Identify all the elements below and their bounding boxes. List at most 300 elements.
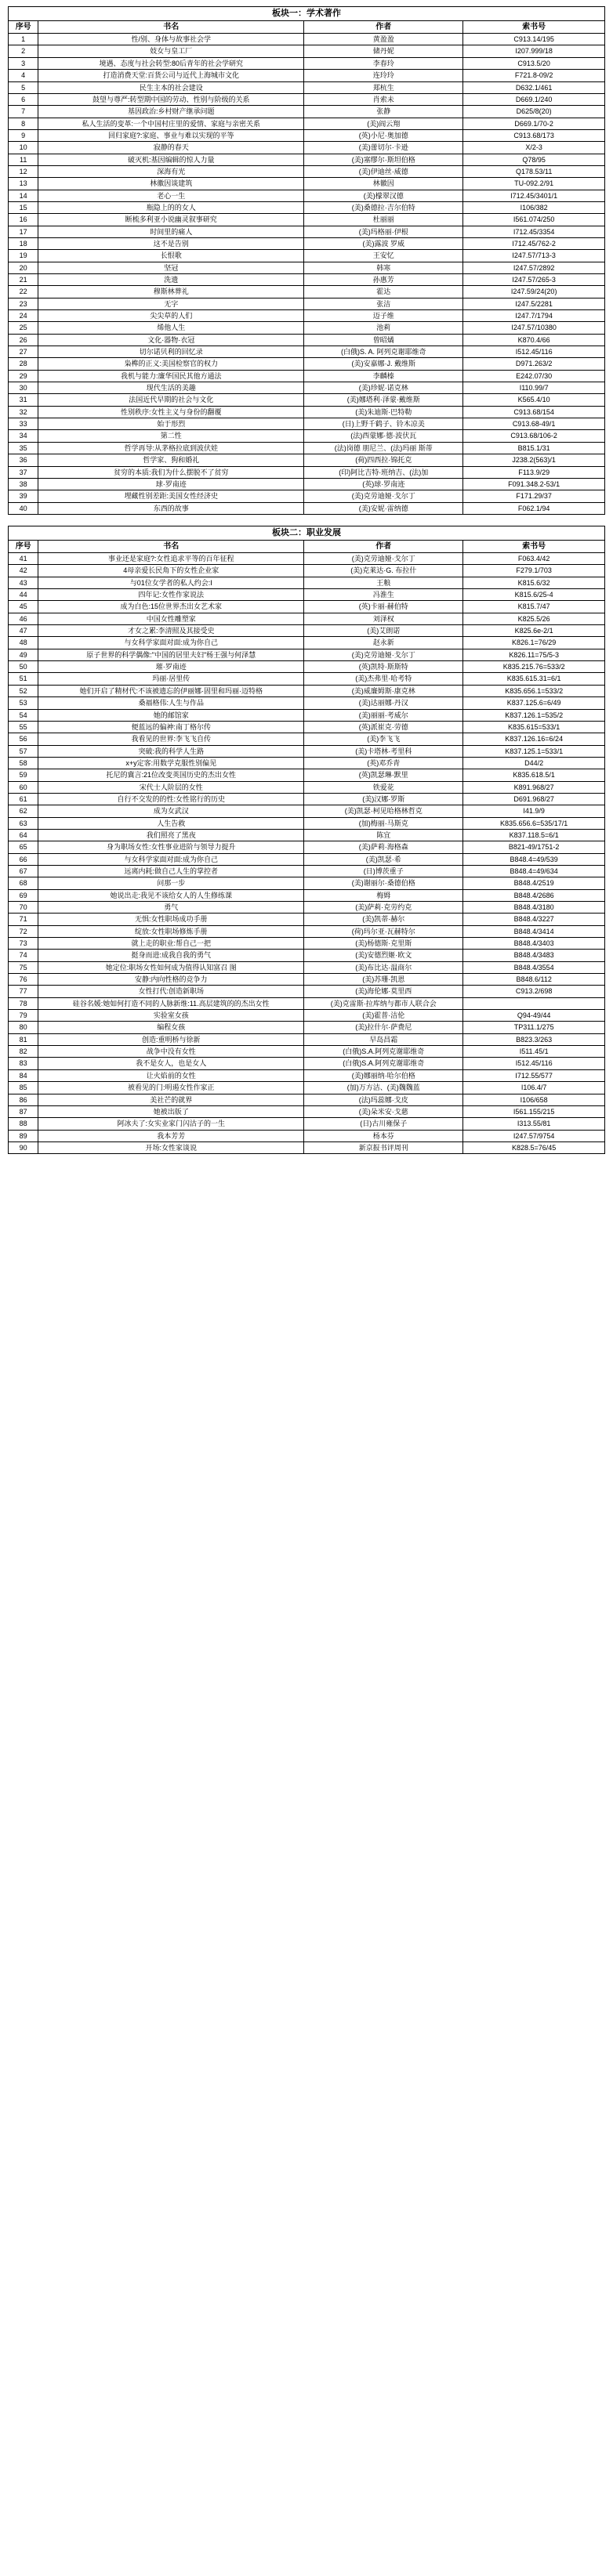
cell-title: 东西的故事: [38, 502, 304, 514]
cell-title: 问那一步: [38, 877, 304, 889]
cell-no: 36: [9, 454, 38, 466]
cell-title: 尖尖草的人们: [38, 310, 304, 322]
cell-code: Q94-49/44: [463, 1010, 605, 1022]
table-row: [9, 1141, 605, 1153]
cell-author: 赵永新: [304, 637, 463, 649]
section-title-row: [9, 526, 605, 540]
cell-author: (荷)四西拉·锦托克: [304, 454, 463, 466]
cell-code: I41.9/9: [463, 805, 605, 817]
cell-title: 就上走的职业:帮自己一把: [38, 938, 304, 950]
table-row: [9, 190, 605, 201]
cell-no: 39: [9, 490, 38, 502]
cell-no: 51: [9, 673, 38, 685]
table-row: [9, 237, 605, 249]
table-row: [9, 262, 605, 273]
cell-title: 贫穷的本质:我们为什么摆脱不了贫穷: [38, 466, 304, 478]
cell-author: (美)露波 罗威: [304, 237, 463, 249]
cell-code: K837.126.1=535/2: [463, 709, 605, 721]
cell-code: K826.11=75/5-3: [463, 649, 605, 660]
table-row: [9, 322, 605, 334]
table-row: [9, 154, 605, 165]
cell-author: (美)塞缪尔·斯坦伯格: [304, 154, 463, 165]
table-row: [9, 394, 605, 406]
cell-author: (英)球·罗南迹: [304, 478, 463, 490]
cell-title: 切尔诺贝利的回忆录: [38, 346, 304, 358]
table-row: [9, 214, 605, 226]
cell-no: 72: [9, 925, 38, 937]
cell-title: 与01位女学者的私人约会:I: [38, 577, 304, 588]
table-row: [9, 1058, 605, 1069]
cell-no: 9: [9, 129, 38, 141]
cell-no: 71: [9, 914, 38, 925]
cell-no: 67: [9, 865, 38, 877]
cell-author: (美)布比达·温商尔: [304, 961, 463, 973]
cell-title: 寂静的春天: [38, 142, 304, 154]
table-row: [9, 1022, 605, 1033]
table-row: [9, 1082, 605, 1094]
table-body-career: [9, 526, 605, 1153]
cell-title: 成为女武汉: [38, 805, 304, 817]
cell-title: 身为职场女性:女性事业进阶与领导力提升: [38, 841, 304, 853]
table-row: [9, 697, 605, 709]
table-row: [9, 613, 605, 624]
cell-code: K815.6/25-4: [463, 589, 605, 601]
cell-title: 勇气: [38, 902, 304, 914]
cell-title: 突破:我的科学人生路: [38, 745, 304, 757]
table-row: [9, 1130, 605, 1141]
table-row: [9, 877, 605, 889]
cell-no: 53: [9, 697, 38, 709]
cell-author: (美)玛格丽·伊根: [304, 226, 463, 237]
cell-no: 40: [9, 502, 38, 514]
cell-author: (美)桑德拉·吉尔伯特: [304, 201, 463, 213]
cell-no: 63: [9, 817, 38, 829]
cell-title: 被看见的门:明遏女性作家正: [38, 1082, 304, 1094]
cell-no: 59: [9, 769, 38, 781]
cell-no: 90: [9, 1141, 38, 1153]
cell-author: (美)霍普·洁伦: [304, 1010, 463, 1022]
cell-title: 让火焰前的女性: [38, 1069, 304, 1081]
cell-author: (美)檬翠汉德: [304, 190, 463, 201]
cell-no: 46: [9, 613, 38, 624]
cell-code: B848.4=49/539: [463, 853, 605, 865]
cell-no: 23: [9, 298, 38, 309]
cell-no: 29: [9, 370, 38, 382]
cell-author: (美)杨德斯·克里斯: [304, 938, 463, 950]
cell-title: 这不是告别: [38, 237, 304, 249]
cell-code: C913.68/154: [463, 406, 605, 418]
cell-no: 89: [9, 1130, 38, 1141]
cell-code: I313.55/81: [463, 1118, 605, 1130]
table-row: [9, 961, 605, 973]
book-table-career: [8, 526, 605, 1154]
cell-author: (美)朱迪斯·巴特勒: [304, 406, 463, 418]
cell-no: 45: [9, 601, 38, 613]
cell-code: C913.68/173: [463, 129, 605, 141]
cell-author: (美)李飞飞: [304, 733, 463, 745]
cell-no: 65: [9, 841, 38, 853]
column-header-author: 作者: [304, 20, 463, 34]
cell-title: 桑福格伟:人生与作品: [38, 697, 304, 709]
cell-code: F062.1/94: [463, 502, 605, 514]
cell-no: 5: [9, 81, 38, 93]
cell-author: (美)娜塔利·泽蒙·戴维斯: [304, 394, 463, 406]
table-row: [9, 34, 605, 45]
cell-title: 璀·罗南迹: [38, 661, 304, 673]
cell-code: K825.5/26: [463, 613, 605, 624]
cell-title: 开场:女性家谈说: [38, 1141, 304, 1153]
table-row: [9, 1046, 605, 1058]
cell-no: 75: [9, 961, 38, 973]
table-row: [9, 81, 605, 93]
cell-title: 我们照亮了黑夜: [38, 829, 304, 841]
cell-title: 成为白色:15位世界杰出女艺术家: [38, 601, 304, 613]
cell-author: 梅姆: [304, 889, 463, 901]
cell-no: 43: [9, 577, 38, 588]
table-row: [9, 661, 605, 673]
cell-code: K891.968/27: [463, 781, 605, 793]
table-row: [9, 625, 605, 637]
column-header-title: 书名: [38, 20, 304, 34]
table-row: [9, 358, 605, 370]
cell-code: C913.68/106-2: [463, 430, 605, 442]
cell-author: 杨本芬: [304, 1130, 463, 1141]
table-row: [9, 902, 605, 914]
cell-author: (白俄)S.A.阿列克谢耶维奇: [304, 1058, 463, 1069]
cell-author: (日)上野千鹤子、铃木凉美: [304, 418, 463, 430]
cell-no: 54: [9, 709, 38, 721]
cell-no: 26: [9, 334, 38, 346]
cell-author: (英)凯瑟琳·默里: [304, 769, 463, 781]
cell-code: B815.1/31: [463, 442, 605, 454]
cell-no: 41: [9, 553, 38, 565]
cell-code: K837.125.1=533/1: [463, 745, 605, 757]
column-header-author: 作者: [304, 540, 463, 553]
cell-title: 4母亲爱长民角下的女性企业家: [38, 565, 304, 577]
table-header-row: [9, 540, 605, 553]
cell-title: 长恨歌: [38, 250, 304, 262]
cell-code: I561.074/250: [463, 214, 605, 226]
cell-code: K870.4/66: [463, 334, 605, 346]
cell-no: 37: [9, 466, 38, 478]
cell-author: (美)朵米安·戈慈: [304, 1105, 463, 1117]
cell-title: 枭榫的正义:美国检察官的权力: [38, 358, 304, 370]
table-row: [9, 490, 605, 502]
cell-no: 58: [9, 757, 38, 769]
cell-author: (白俄)S. A. 阿列克谢耶维奇: [304, 346, 463, 358]
cell-author: 池莉: [304, 322, 463, 334]
cell-code: I247.5/2281: [463, 298, 605, 309]
cell-no: 8: [9, 118, 38, 129]
cell-code: I511.45/1: [463, 1046, 605, 1058]
cell-no: 42: [9, 565, 38, 577]
cell-no: 47: [9, 625, 38, 637]
cell-no: 87: [9, 1105, 38, 1117]
cell-code: I512.45/116: [463, 1058, 605, 1069]
cell-title: 美社芒的就界: [38, 1094, 304, 1105]
cell-author: 陈宜: [304, 829, 463, 841]
cell-title: 穆斯林葬礼: [38, 286, 304, 298]
cell-code: D44/2: [463, 757, 605, 769]
table-row: [9, 938, 605, 950]
table-row: [9, 129, 605, 141]
cell-author: (美)萨莉·海格森: [304, 841, 463, 853]
table-row: [9, 93, 605, 105]
cell-code: I247.57/9754: [463, 1130, 605, 1141]
cell-author: (美)蕾切尔·卡逊: [304, 142, 463, 154]
cell-code: B848.4/3403: [463, 938, 605, 950]
cell-author: 张静: [304, 106, 463, 118]
cell-no: 10: [9, 142, 38, 154]
cell-no: 50: [9, 661, 38, 673]
cell-no: 33: [9, 418, 38, 430]
cell-author: (美)威廉姆斯·康克林: [304, 685, 463, 696]
cell-no: 55: [9, 721, 38, 733]
cell-title: 实验室女孩: [38, 1010, 304, 1022]
table-row: [9, 745, 605, 757]
cell-code: K837.126.16=6/24: [463, 733, 605, 745]
cell-code: I247.57/10380: [463, 322, 605, 334]
cell-author: 迈子维: [304, 310, 463, 322]
table-row: [9, 418, 605, 430]
cell-no: 62: [9, 805, 38, 817]
cell-author: 黄盈盈: [304, 34, 463, 45]
cell-no: 76: [9, 974, 38, 986]
table-row: [9, 841, 605, 853]
cell-title: 埋藏性别差距:美国女性经济史: [38, 490, 304, 502]
cell-no: 17: [9, 226, 38, 237]
table-row: [9, 673, 605, 685]
cell-code: K826.1=76/29: [463, 637, 605, 649]
cell-author: (荷)玛尔亚·瓦赫特尔: [304, 925, 463, 937]
cell-no: 82: [9, 1046, 38, 1058]
cell-code: K815.7/47: [463, 601, 605, 613]
cell-title: 境遇、态度与社会转型:80后青年的社会学研究: [38, 57, 304, 69]
cell-title: 她们开启了精材代:不该被遗忘的伊丽娜·固里和玛丽·迈特格: [38, 685, 304, 696]
cell-title: 烯他人生: [38, 322, 304, 334]
cell-author: (美)安嘉娜·J. 戴维斯: [304, 358, 463, 370]
cell-author: (美)杰弗里·哈考特: [304, 673, 463, 685]
cell-no: 34: [9, 430, 38, 442]
cell-author: 曾昭燏: [304, 334, 463, 346]
cell-author: 韩寒: [304, 262, 463, 273]
table-row: [9, 889, 605, 901]
cell-author: (法)岗德 朋尼兰、(法)玛丽 斯蒂: [304, 442, 463, 454]
cell-title: 与女科学家面对面:成为你自己: [38, 637, 304, 649]
table-row: [9, 178, 605, 190]
book-table-academic: [8, 6, 605, 515]
cell-author: (美)艾朗诺: [304, 625, 463, 637]
cell-code: K565.4/10: [463, 394, 605, 406]
cell-code: I106/382: [463, 201, 605, 213]
cell-title: 她被出版了: [38, 1105, 304, 1117]
cell-no: 28: [9, 358, 38, 370]
cell-author: (美)凯蒂·赫尔: [304, 914, 463, 925]
table-row: [9, 950, 605, 961]
table-row: [9, 601, 605, 613]
cell-code: B848.4/3483: [463, 950, 605, 961]
cell-no: 83: [9, 1058, 38, 1069]
table-body-academic: [9, 7, 605, 515]
cell-no: 61: [9, 793, 38, 805]
section-academic: [8, 6, 605, 515]
table-row: [9, 226, 605, 237]
cell-author: (美)安德烈姬·欧文: [304, 950, 463, 961]
table-row: [9, 565, 605, 577]
cell-author: 冯淮生: [304, 589, 463, 601]
cell-author: (美)珍妮·诺克林: [304, 382, 463, 394]
cell-code: Q78/95: [463, 154, 605, 165]
cell-author: (日)古川雍保子: [304, 1118, 463, 1130]
cell-code: B848.4/3180: [463, 902, 605, 914]
cell-author: 李春玲: [304, 57, 463, 69]
cell-no: 3: [9, 57, 38, 69]
cell-no: 68: [9, 877, 38, 889]
cell-author: 王粮: [304, 577, 463, 588]
cell-title: 四年记:女性作家说法: [38, 589, 304, 601]
cell-author: (美)谢丽尔·桑德伯格: [304, 877, 463, 889]
cell-code: K825.6e-2/1: [463, 625, 605, 637]
cell-code: X/2-3: [463, 142, 605, 154]
cell-title: 才女之累:李清照及其接受史: [38, 625, 304, 637]
cell-code: K835.615.31=6/1: [463, 673, 605, 685]
table-row: [9, 793, 605, 805]
column-header-no: 序号: [9, 540, 38, 553]
cell-no: 24: [9, 310, 38, 322]
table-header-row: [9, 20, 605, 34]
cell-title: 编程女孩: [38, 1022, 304, 1033]
cell-title: 托尼的冀言:21位改变英国历史的杰出女性: [38, 769, 304, 781]
cell-title: 无惧:女性职场成功手册: [38, 914, 304, 925]
cell-no: 25: [9, 322, 38, 334]
cell-no: 74: [9, 950, 38, 961]
cell-code: K835.656.6=535/17/1: [463, 817, 605, 829]
table-row: [9, 502, 605, 514]
cell-no: 48: [9, 637, 38, 649]
cell-code: I712.45/762-2: [463, 237, 605, 249]
table-row: [9, 250, 605, 262]
cell-title: 我看见的世界:李飞飞自传: [38, 733, 304, 745]
cell-code: K837.125.6=6/49: [463, 697, 605, 709]
cell-code: B848.4/2686: [463, 889, 605, 901]
cell-no: 88: [9, 1118, 38, 1130]
cell-code: I247.57/265-3: [463, 274, 605, 286]
cell-code: E242.07/30: [463, 370, 605, 382]
cell-code: J238.2(563)/1: [463, 454, 605, 466]
cell-title: 自行不交发的的性:女性铭行的历史: [38, 793, 304, 805]
cell-author: (法)西蒙娜·德·波伏瓦: [304, 430, 463, 442]
cell-code: C913.14/195: [463, 34, 605, 45]
cell-title: 妓女与皇工厂: [38, 45, 304, 57]
cell-no: 66: [9, 853, 38, 865]
cell-code: I207.999/18: [463, 45, 605, 57]
cell-author: (白俄)S.A.阿列克谢耶维奇: [304, 1046, 463, 1058]
cell-code: F063.4/42: [463, 553, 605, 565]
cell-title: 性别秩序:女性主义与身份的翻覆: [38, 406, 304, 418]
cell-title: 绽放:女性职场修炼手册: [38, 925, 304, 937]
section-gap: [8, 515, 605, 526]
cell-author: 郑杭生: [304, 81, 463, 93]
table-row: [9, 853, 605, 865]
cell-no: 73: [9, 938, 38, 950]
cell-title: 现代生活的美趣: [38, 382, 304, 394]
cell-no: 18: [9, 237, 38, 249]
cell-author: (英)邓乔青: [304, 757, 463, 769]
cell-author: 王安忆: [304, 250, 463, 262]
table-row: [9, 286, 605, 298]
cell-no: 70: [9, 902, 38, 914]
cell-title: 民生主本的社会建设: [38, 81, 304, 93]
cell-title: 哲学再导:从茅格拉底到波伏娃: [38, 442, 304, 454]
cell-title: 第二性: [38, 430, 304, 442]
cell-author: (印)阿比吉特·班纳吉、(法)加: [304, 466, 463, 478]
table-row: [9, 925, 605, 937]
cell-title: 事业还是家庭?:女性追求平等的百年征程: [38, 553, 304, 565]
cell-title: 便蓝远的偏神:南丁格尔传: [38, 721, 304, 733]
cell-code: TP311.1/275: [463, 1022, 605, 1033]
cell-author: 林徽因: [304, 178, 463, 190]
cell-code: K828.5=76/45: [463, 1141, 605, 1153]
section-title-row: [9, 7, 605, 21]
table-row: [9, 370, 605, 382]
cell-title: 远离内耗:做自己人生的掌控者: [38, 865, 304, 877]
table-row: [9, 805, 605, 817]
cell-code: B848.4/3414: [463, 925, 605, 937]
table-row: [9, 478, 605, 490]
table-row: [9, 430, 605, 442]
cell-author: (英)凯特·斯斯特: [304, 661, 463, 673]
cell-code: B821-49/1751-2: [463, 841, 605, 853]
cell-code: I712.45/3401/1: [463, 190, 605, 201]
cell-title: 与女科学家面对面:成为你自己: [38, 853, 304, 865]
cell-title: 宋代士人阶层的女性: [38, 781, 304, 793]
cell-code: F279.1/703: [463, 565, 605, 577]
cell-title: 始于形烈: [38, 418, 304, 430]
cell-author: (美)克莱达·G. 布拉什: [304, 565, 463, 577]
cell-author: 连玲玲: [304, 70, 463, 81]
cell-no: 52: [9, 685, 38, 696]
cell-code: K835.656.1=533/2: [463, 685, 605, 696]
cell-code: K815.6/32: [463, 577, 605, 588]
table-row: [9, 45, 605, 57]
cell-code: D669.1/240: [463, 93, 605, 105]
table-row: [9, 637, 605, 649]
cell-no: 57: [9, 745, 38, 757]
cell-no: 49: [9, 649, 38, 660]
cell-no: 4: [9, 70, 38, 81]
table-row: [9, 165, 605, 177]
cell-author: (美)克劳迪娅·戈尔丁: [304, 490, 463, 502]
cell-title: 原子世界的科学偶像:"中国的居里夫妇"杨王强与何泽慧: [38, 649, 304, 660]
cell-author: (英)卡丽·赫伯特: [304, 601, 463, 613]
column-header-title: 书名: [38, 540, 304, 553]
table-row: [9, 1010, 605, 1022]
cell-code: I106/658: [463, 1094, 605, 1105]
cell-code: I247.57/713-3: [463, 250, 605, 262]
cell-code: Q178.53/11: [463, 165, 605, 177]
cell-title: 硅谷名媛:她如何打造不同的人脉新维:11.高层建筑的的杰出女性: [38, 997, 304, 1009]
cell-author: (美)阎云翔: [304, 118, 463, 129]
table-row: [9, 346, 605, 358]
cell-code: B848.4/3227: [463, 914, 605, 925]
cell-author: 李麟榛: [304, 370, 463, 382]
cell-code: D971.263/2: [463, 358, 605, 370]
cell-title: 深海有光: [38, 165, 304, 177]
cell-title: 玛丽·居里传: [38, 673, 304, 685]
cell-code: B848.6/112: [463, 974, 605, 986]
cell-title: 我本芳芳: [38, 1130, 304, 1141]
table-row: [9, 334, 605, 346]
